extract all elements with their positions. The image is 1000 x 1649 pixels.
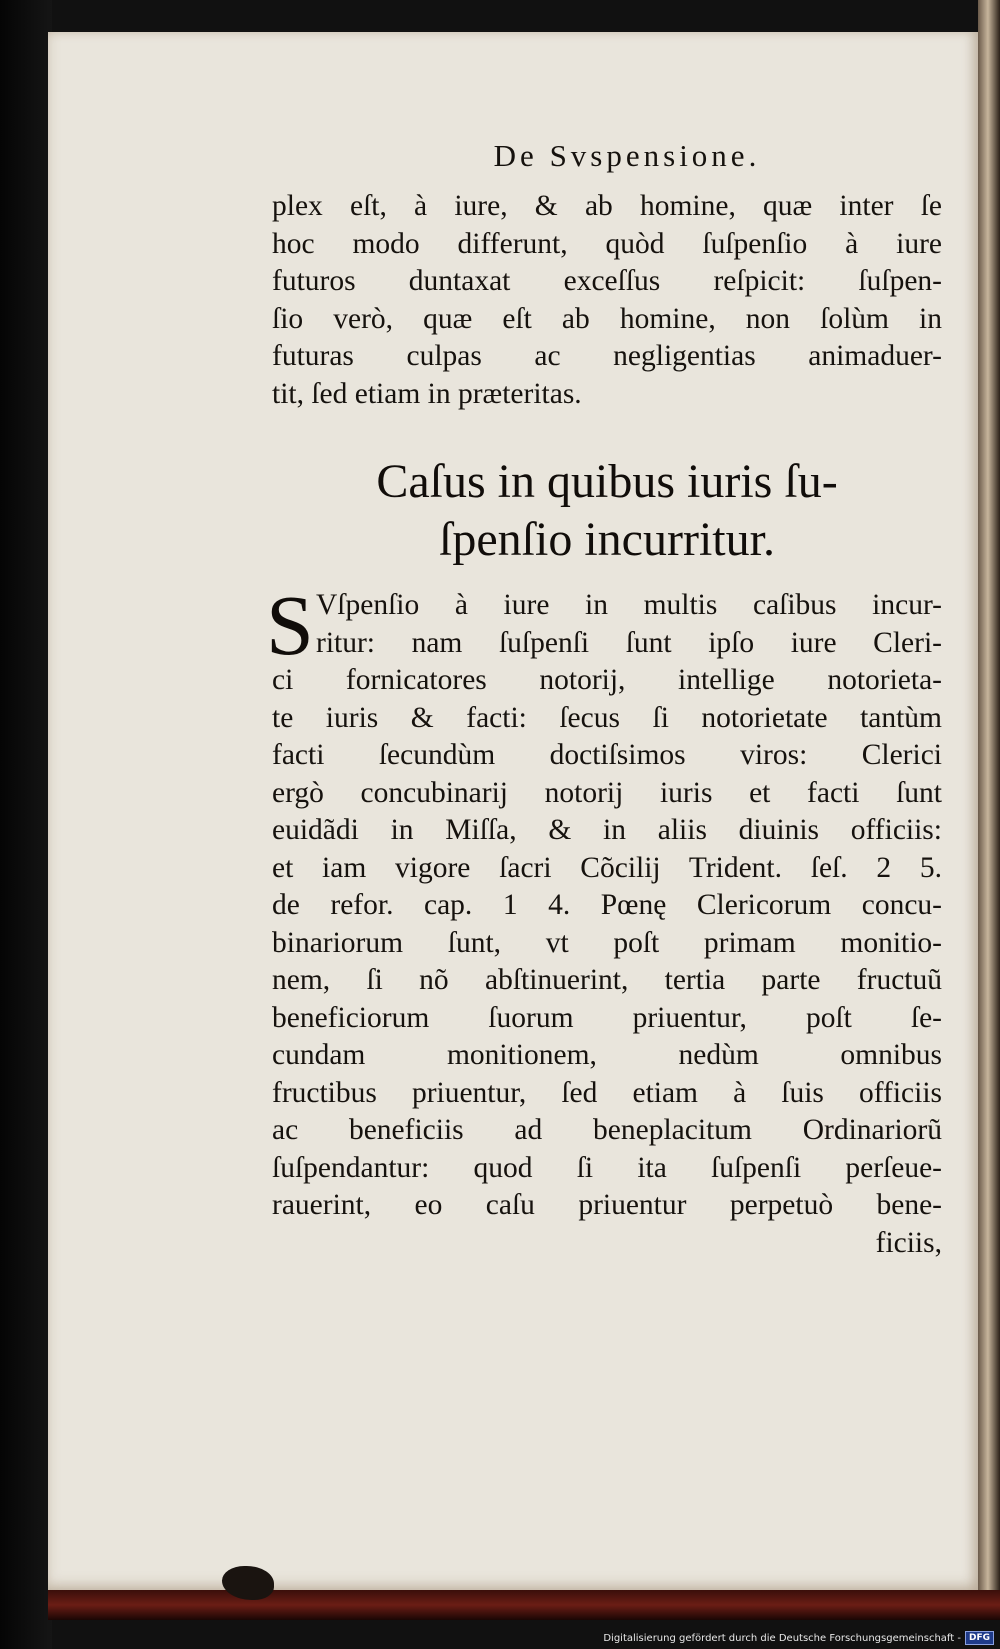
text-line: ritur: nam ſuſpenſi ſunt ipſo iure Cleri- bbox=[316, 626, 942, 659]
text-line: ci fornicatores notorij, intellige notorieta- bbox=[272, 664, 942, 696]
catchword: ficiis, bbox=[875, 1226, 942, 1259]
heading-line: Caſus in quibus iuris ſu- bbox=[376, 455, 838, 508]
text-line: facti ſecundùm doctiſsimos viros: Clerici bbox=[272, 739, 942, 771]
text-line: beneficiorum ſuorum priuentur, poſt ſe- bbox=[272, 1001, 942, 1034]
book-spine-shadow bbox=[0, 0, 52, 1649]
heading-line: ſpenſio incurritur. bbox=[439, 513, 775, 566]
section-heading bbox=[272, 453, 942, 569]
text-line: te iuris & facti: ſecus ſi notorietate tantùm bbox=[272, 701, 942, 734]
text-line: ac beneficiis ad beneplacitum Ordinariorũ bbox=[272, 1114, 942, 1146]
text-line: ſio verò, quæ eſt ab homine, non ſolùm in bbox=[272, 302, 942, 335]
text-line: binariorum ſunt, vt poſt primam monitio- bbox=[272, 926, 942, 959]
drop-cap: S bbox=[266, 577, 314, 673]
text-line: futuras culpas ac negligentias animaduer- bbox=[272, 340, 942, 372]
credit-text: Digitalisierung gefördert durch die Deutsche Forschungsgemeinschaft - bbox=[603, 1632, 961, 1644]
page-text bbox=[266, 138, 942, 1262]
text-line: rauerint, eo caſu priuentur perpetuò bene- bbox=[272, 1189, 942, 1221]
text-line: plex eſt, à iure, & ab homine, quæ inter ſe bbox=[272, 190, 942, 222]
dfg-logo-icon: DFG bbox=[965, 1631, 994, 1645]
text-line: euidãdi in Miſſa, & in aliis diuinis officiis: bbox=[272, 814, 942, 846]
text-line: hoc modo differunt, quòd ſuſpenſio à iure bbox=[272, 227, 942, 260]
text-line: fructibus priuentur, ſed etiam à ſuis officiis bbox=[272, 1076, 942, 1109]
text-line: ergò concubinarij notorij iuris et facti ſunt bbox=[272, 776, 942, 809]
text-line: nem, ſi nõ abſtinuerint, tertia parte fructuũ bbox=[272, 964, 942, 996]
text-line: de refor. cap. 1 4. Pœnę Clericorum concu- bbox=[272, 889, 942, 921]
top-paragraph bbox=[272, 188, 942, 413]
running-header: De Svspensione. bbox=[493, 138, 761, 173]
text-line: tit, ſed etiam in præteritas. bbox=[272, 377, 582, 410]
text-line: ſuſpendantur: quod ſi ita ſuſpenſi perſeue- bbox=[272, 1151, 942, 1184]
section-paragraph bbox=[266, 577, 942, 1225]
digitization-credit bbox=[603, 1631, 994, 1645]
page-edge-right bbox=[978, 0, 1000, 1620]
text-line: et iam vigore ſacri Cõcilij Trident. ſeſ. 2 5. bbox=[272, 851, 942, 884]
text-line: Vſpenſio à iure in multis caſibus incur- bbox=[316, 589, 942, 621]
text-line: cundam monitionem, nedùm omnibus bbox=[272, 1039, 942, 1071]
page-edge-bottom bbox=[48, 1590, 1000, 1620]
text-line: futuros duntaxat exceſſus reſpicit: ſuſpen- bbox=[272, 265, 942, 297]
